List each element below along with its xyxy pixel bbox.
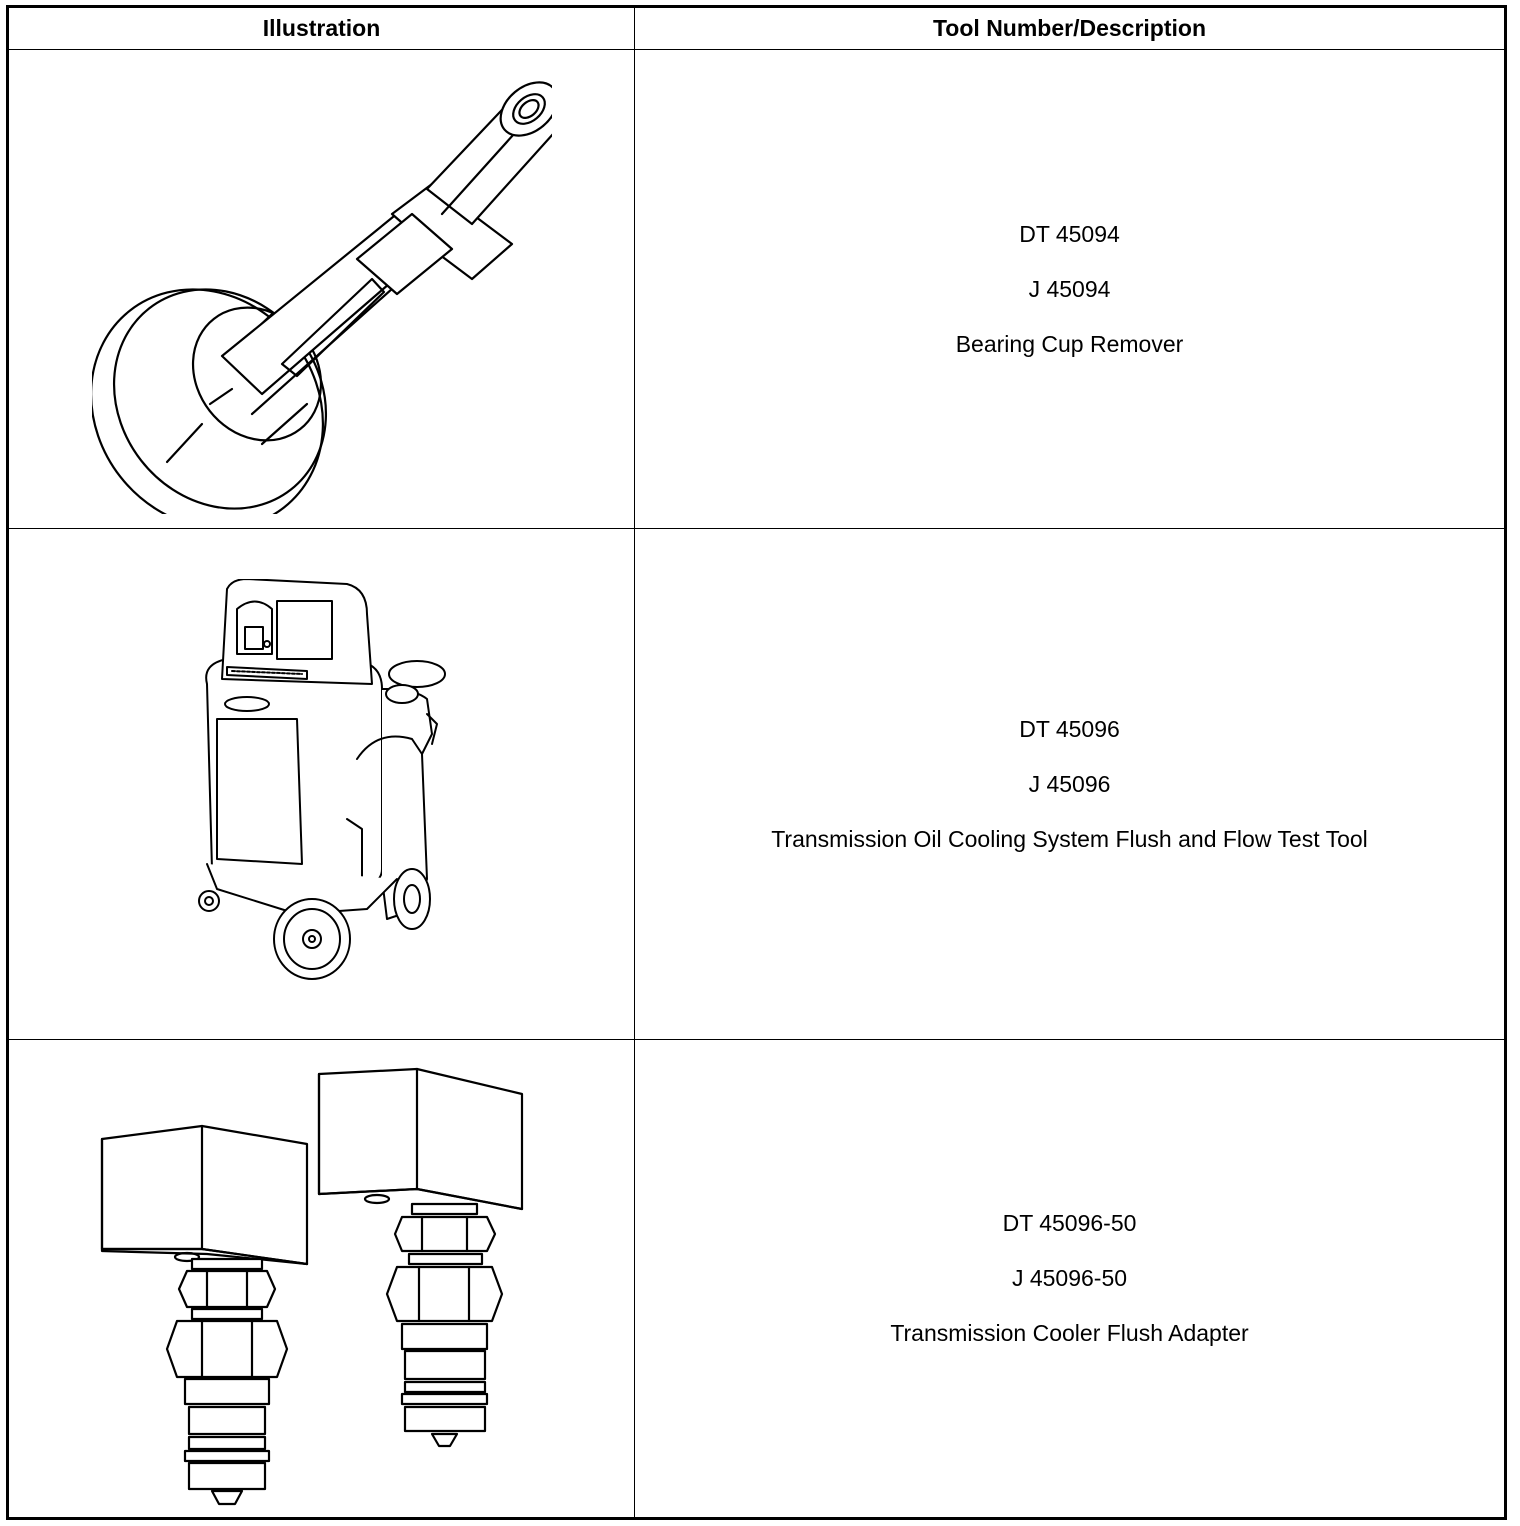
j-tool-number: J 45096-50 (1011, 1265, 1128, 1291)
table-row (8, 529, 1506, 1040)
illustration-cell (8, 529, 635, 1040)
tool-description: Transmission Oil Cooling System Flush and Flow Test Tool (771, 825, 1368, 852)
flush-cart-drawing (187, 579, 457, 989)
dt-tool-number: DT 45096-50 (1002, 1210, 1137, 1236)
table-row (8, 50, 1506, 529)
illustration-cell (8, 50, 635, 529)
illustration-cell (8, 1040, 635, 1519)
bearing-cup-remover-drawing (92, 64, 552, 514)
tool-description-cell (635, 1040, 1506, 1519)
flush-adapter-drawing (97, 1049, 547, 1509)
tool-description-cell (635, 50, 1506, 529)
special-tools-table (6, 5, 1507, 1520)
header-tool-description: Tool Number/Description (635, 7, 1506, 50)
dt-tool-number: DT 45094 (1019, 220, 1120, 247)
header-illustration: Illustration (8, 7, 635, 50)
j-tool-number: J 45096 (1028, 770, 1111, 797)
tool-description-cell (635, 529, 1506, 1040)
table-row (8, 1040, 1506, 1519)
tool-description: Transmission Cooler Flush Adapter (890, 1320, 1249, 1346)
table-header-row (8, 7, 1506, 50)
tool-description: Bearing Cup Remover (955, 330, 1184, 357)
dt-tool-number: DT 45096 (1019, 715, 1120, 742)
j-tool-number: J 45094 (1028, 275, 1111, 302)
